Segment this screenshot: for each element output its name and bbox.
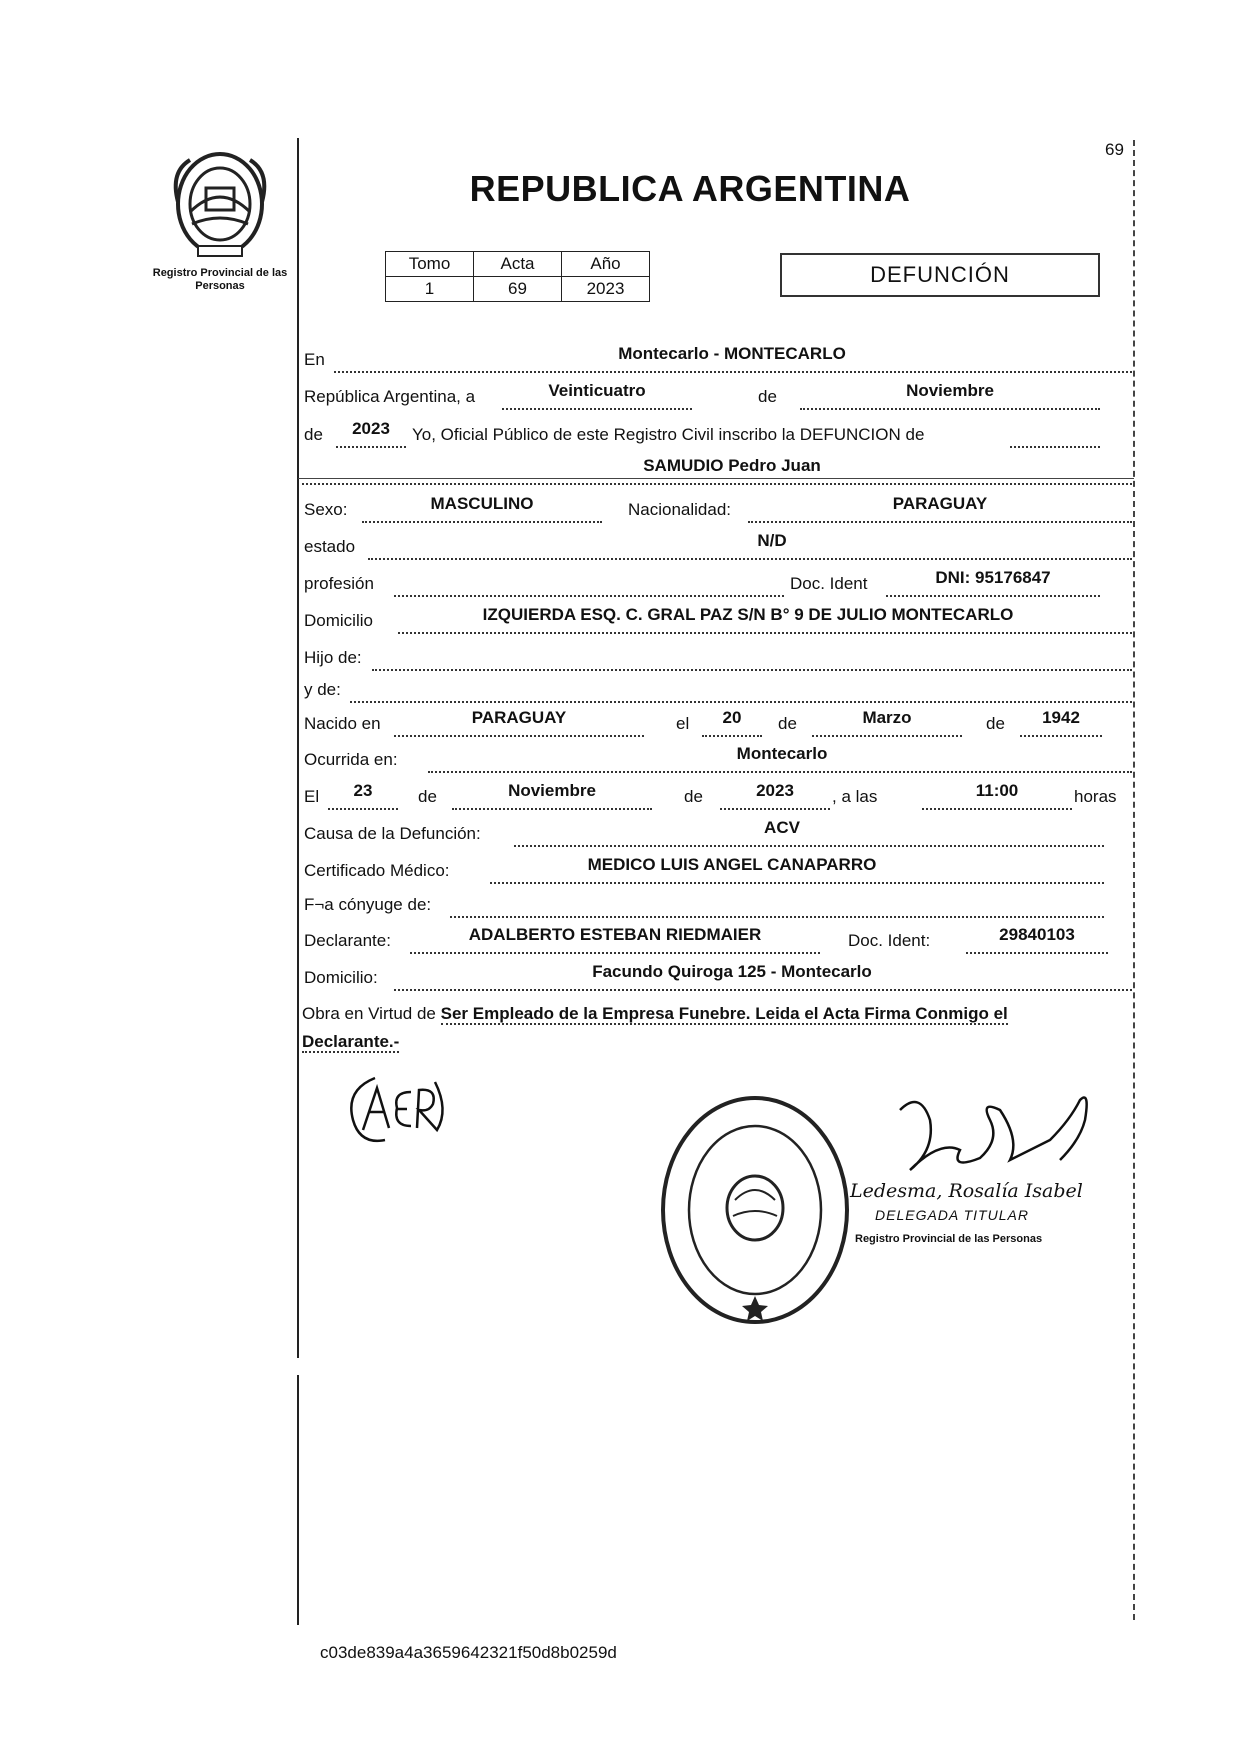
- value-ocurrida-en: Montecarlo: [736, 744, 828, 763]
- province-seal-icon: [160, 142, 280, 262]
- label-hijo-de: Hijo de:: [304, 648, 362, 667]
- row-causa: [302, 818, 1132, 852]
- label-de-5: de: [418, 787, 437, 806]
- value-doc-ident: DNI: 95176847: [935, 568, 1051, 587]
- label-a-las: , a las: [832, 787, 878, 806]
- label-el: el: [676, 714, 690, 733]
- row-declarante: [302, 925, 1132, 959]
- label-domicilio-declarante: Domicilio:: [304, 968, 378, 987]
- left-margin-line-lower: [297, 1375, 299, 1625]
- obra-en-virtud-paragraph: [302, 1000, 1132, 1056]
- row-lugar: [302, 344, 1132, 378]
- value-nacido-anio: 1942: [1042, 708, 1080, 727]
- value-causa: ACV: [764, 818, 800, 837]
- label-de-2: de: [304, 425, 323, 444]
- official-name: Ledesma, Rosalía Isabel: [850, 1180, 1083, 1202]
- row-fecha-fallecimiento: [302, 781, 1132, 815]
- label-declarante: Declarante:: [304, 931, 391, 950]
- label-de-1: de: [758, 387, 777, 406]
- official-role: DELEGADA TITULAR: [875, 1207, 1029, 1223]
- label-El: El: [304, 787, 320, 806]
- label-republica: República Argentina, a: [304, 387, 476, 406]
- label-estado: estado: [304, 537, 356, 556]
- value-nacido-en: PARAGUAY: [471, 708, 567, 727]
- official-stamp: [655, 1090, 855, 1330]
- header-anio: Año: [562, 252, 650, 277]
- row-domicilio: [302, 605, 1132, 639]
- value-declarante-doc: 29840103: [999, 925, 1075, 944]
- value-nombre: SAMUDIO Pedro Juan: [643, 456, 821, 475]
- value-acta: 69: [474, 277, 562, 302]
- page-number: 69: [1105, 140, 1124, 159]
- label-de-4: de: [986, 714, 1005, 733]
- value-tomo: 1: [386, 277, 474, 302]
- value-anio: 2023: [562, 277, 650, 302]
- label-en: En: [304, 350, 325, 369]
- row-nombre: [302, 456, 1132, 490]
- label-certificado: Certificado Médico:: [304, 861, 450, 880]
- label-doc-ident: Doc. Ident: [790, 574, 868, 593]
- value-declarante: ADALBERTO ESTEBAN RIEDMAIER: [468, 925, 762, 944]
- registry-label: Registro Provincial de las Personas: [152, 267, 288, 292]
- document-hash: c03de839a4a3659642321f50d8b0259d: [320, 1643, 617, 1662]
- value-anio: 2023: [352, 419, 390, 438]
- record-table: [385, 251, 650, 302]
- value-nacionalidad: PARAGUAY: [892, 494, 988, 513]
- label-sexo: Sexo:: [304, 500, 348, 519]
- header-acta: Acta: [474, 252, 562, 277]
- value-fallec-mes: Noviembre: [508, 781, 596, 800]
- value-fallec-hora: 11:00: [975, 781, 1019, 800]
- label-domicilio: Domicilio: [304, 611, 373, 630]
- row-certificado: [302, 855, 1132, 889]
- value-fallec-dia: 23: [353, 781, 373, 800]
- value-declarante-domicilio: Facundo Quiroga 125 - Montecarlo: [592, 962, 872, 981]
- label-causa: Causa de la Defunción:: [304, 824, 481, 843]
- label-nacionalidad: Nacionalidad:: [628, 500, 732, 519]
- label-doc-ident-declarante: Doc. Ident:: [848, 931, 931, 950]
- label-de-6: de: [684, 787, 703, 806]
- left-margin-line: [297, 138, 299, 1358]
- value-estado: N/D: [757, 531, 787, 550]
- row-estado: [302, 531, 1132, 565]
- value-sexo: MASCULINO: [430, 494, 534, 513]
- label-ocurrida-en: Ocurrida en:: [304, 750, 398, 769]
- value-dia-letras: Veinticuatro: [548, 381, 646, 400]
- value-nacido-mes: Marzo: [862, 708, 912, 727]
- row-fecha-inscripcion: [302, 381, 1132, 415]
- label-conyuge: F¬a cónyuge de:: [304, 895, 432, 914]
- official-organization: Registro Provincial de las Personas: [855, 1233, 1043, 1245]
- row-profesion: [302, 568, 1132, 602]
- row-conyuge: [302, 889, 1132, 923]
- official-signature: [880, 1080, 1140, 1190]
- right-margin-line: [1133, 140, 1135, 1620]
- page-title: REPUBLICA ARGENTINA: [469, 168, 911, 209]
- row-sexo: [302, 494, 1132, 528]
- label-nacido-en: Nacido en: [304, 714, 381, 733]
- row-anio-oficial: [302, 419, 1132, 453]
- value-domicilio: IZQUIERDA ESQ. C. GRAL PAZ S/N B° 9 DE JULIO MONTECARLO: [482, 605, 1014, 624]
- value-fallec-anio: 2023: [756, 781, 794, 800]
- label-y-de: y de:: [304, 680, 341, 699]
- label-yo-oficial: Yo, Oficial Público de este Registro Civil inscribo la DEFUNCION de: [412, 425, 925, 444]
- value-lugar: Montecarlo - MONTECARLO: [618, 344, 846, 363]
- header-tomo: Tomo: [386, 252, 474, 277]
- row-y-de: [302, 674, 1132, 708]
- value-obra-texto-1: Ser Empleado de la Empresa Funebre. Leida el Acta Firma Conmigo el: [440, 1004, 1008, 1023]
- label-profesion: profesión: [304, 574, 374, 593]
- label-de-3: de: [778, 714, 797, 733]
- value-obra-texto-2: Declarante.-: [302, 1032, 400, 1051]
- declarant-initials-signature: [345, 1070, 455, 1150]
- label-horas: horas: [1074, 787, 1117, 806]
- row-nacido: [302, 708, 1132, 742]
- label-obra-en-virtud: Obra en Virtud de: [302, 1004, 436, 1023]
- row-domicilio-declarante: [302, 962, 1132, 996]
- value-certificado: MEDICO LUIS ANGEL CANAPARRO: [587, 855, 877, 874]
- value-mes: Noviembre: [906, 381, 994, 400]
- value-nacido-dia: 20: [722, 708, 742, 727]
- row-hijo-de: [302, 642, 1132, 676]
- act-type-box: DEFUNCIÓN: [780, 253, 1100, 297]
- row-ocurrida: [302, 744, 1132, 778]
